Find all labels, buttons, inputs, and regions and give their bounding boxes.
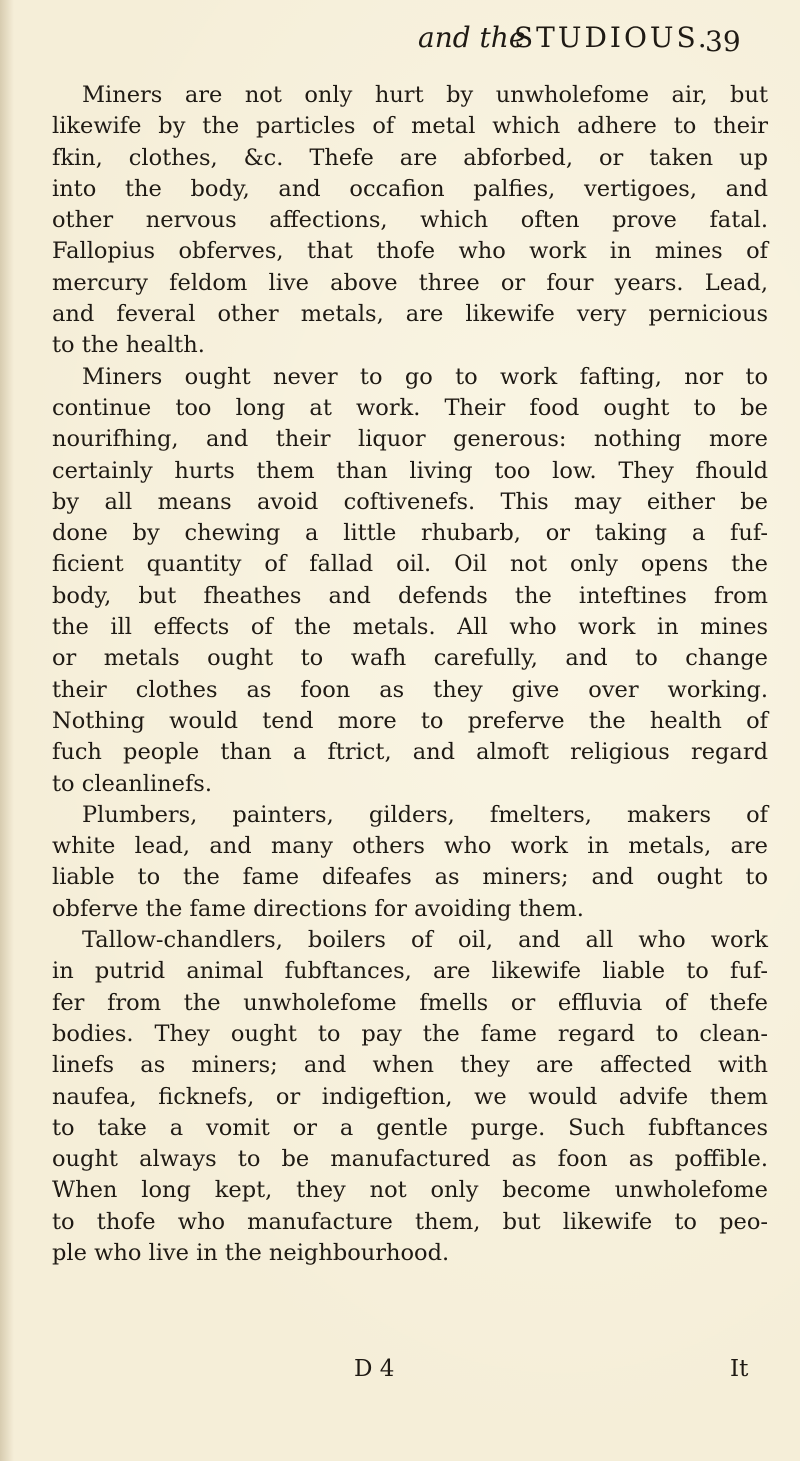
text-line: to cleanlinefs.	[52, 770, 212, 797]
text-line: bodies. They ought to pay the fame regard to clean-	[52, 1020, 768, 1047]
text-line: Miners ought never to go to work fafting, nor to	[82, 363, 768, 390]
text-line: Tallow-chandlers, boilers of oil, and all who work	[82, 927, 768, 954]
text-line: and feveral other metals, are likewife very pernicious	[52, 301, 768, 328]
text-line: liable to the fame difeafes as miners; and ought to	[52, 864, 768, 891]
running-head-italic: and the	[418, 21, 526, 54]
text-line: Nothing would tend more to preferve the health of	[52, 707, 768, 734]
text-line: ought always to be manufactured as foon as poffible.	[52, 1146, 768, 1173]
text-line: certainly hurts them than living too low. They fhould	[52, 457, 768, 484]
text-line: Fallopius obferves, that thofe who work in mines of	[52, 238, 768, 265]
text-line: fuch people than a ftrict, and almoft religious regard	[52, 739, 768, 766]
text-line: naufea, ficknefs, or indigeftion, we would advife them	[52, 1083, 768, 1110]
text-line: ficient quantity of fallad oil. Oil not only opens the	[52, 551, 768, 578]
text-line: likewife by the particles of metal which adhere to their	[52, 113, 768, 140]
text-line: nourifhing, and their liquor generous: nothing more	[52, 426, 768, 453]
running-head	[0, 18, 800, 64]
catchword: It	[730, 1356, 749, 1382]
page-footer	[0, 1352, 800, 1388]
text-line: their clothes as foon as they give over working.	[52, 676, 768, 703]
page-number: 39	[705, 25, 741, 58]
text-line: body, but fheathes and defends the inteftines from	[52, 582, 768, 609]
text-line: obferve the fame directions for avoiding them.	[52, 895, 584, 922]
text-line: to thofe who manufacture them, but likewife to peo-	[52, 1208, 768, 1235]
text-line: Plumbers, painters, gilders, fmelters, makers of	[82, 801, 768, 828]
text-line: or metals ought to wafh carefully, and to change	[52, 645, 768, 672]
text-line: to the health.	[52, 332, 205, 359]
text-line: continue too long at work. Their food ought to be	[52, 394, 768, 421]
page-gutter-shadow	[0, 0, 14, 1461]
text-line: other nervous affections, which often prove fatal.	[52, 207, 768, 234]
text-line: to take a vomit or a gentle purge. Such fubftances	[52, 1114, 768, 1141]
text-line: in putrid animal fubftances, are likewife liable to fuf-	[52, 958, 768, 985]
text-line: fkin, clothes, &c. Thefe are abforbed, or taken up	[52, 144, 768, 171]
text-line: mercury feldom live above three or four years. Lead,	[52, 269, 768, 296]
text-line: Miners are not only hurt by unwholefome air, but	[82, 82, 768, 108]
text-line: linefs as miners; and when they are affected with	[52, 1052, 768, 1079]
body-text	[52, 80, 768, 1269]
text-line: ple who live in the neighbourhood.	[52, 1239, 450, 1266]
text-line: When long kept, they not only become unwholefome	[52, 1177, 768, 1204]
text-line: fer from the unwholefome fmells or effluvia of thefe	[52, 989, 768, 1016]
text-line: by all means avoid coftivenefs. This may either be	[52, 488, 768, 515]
running-head-title: STUDIOUS.	[514, 21, 710, 54]
signature-mark: D 4	[354, 1356, 395, 1382]
text-line: into the body, and occafion palfies, vertigoes, and	[52, 175, 768, 202]
text-line: done by chewing a little rhubarb, or taking a fuf-	[52, 520, 768, 547]
text-line: white lead, and many others who work in metals, are	[52, 833, 768, 860]
text-line: the ill effects of the metals. All who work in mines	[52, 614, 768, 641]
